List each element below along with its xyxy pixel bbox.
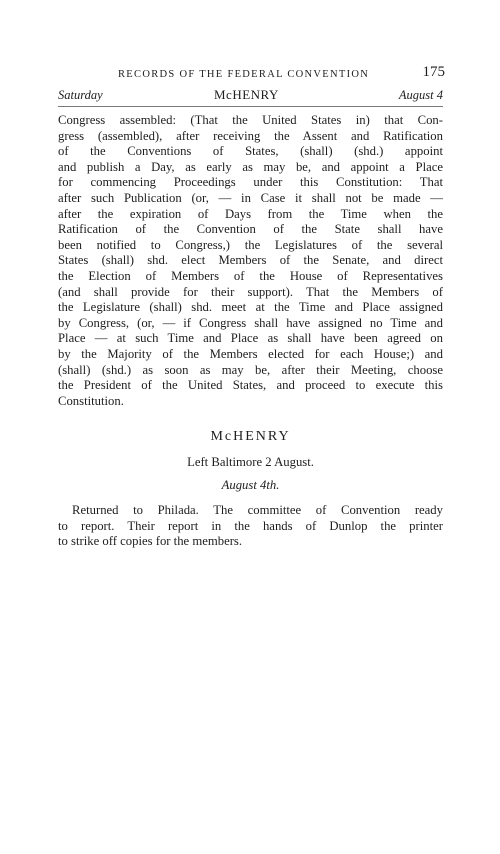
text-line: by Congress, (or, — if Congress shall have assigned no Time and [58, 315, 443, 330]
text-line: Returned to Philada. The committee of Convention ready [72, 503, 443, 518]
text-line: States (shall) shd. elect Members of the Senate, and direct [58, 253, 443, 268]
text-line: (and shall provide for their support). That the Members of [58, 284, 443, 299]
running-head [58, 64, 443, 86]
text-line: the President of the United States, and proceed to execute this [58, 378, 443, 393]
text-line: Ratification of the Convention of the State shall have [58, 222, 443, 237]
section-heading: McHENRY [210, 429, 291, 445]
text-line: Place — at such Time and Place as shall have been agreed on [58, 331, 443, 346]
text-line: after the expiration of Days from the Time when the [58, 206, 443, 221]
subhead-date: August 4 [398, 88, 443, 102]
text-line: to strike off copies for the members. [58, 534, 243, 549]
document-page [58, 64, 443, 550]
page-number: 175 [422, 64, 445, 80]
text-line: Constitution. [58, 393, 124, 408]
text-line: by the Majority of the Members elected for each House;) and [58, 346, 443, 361]
paragraph-constitution-text [58, 113, 443, 409]
text-line: the Legislature (shall) shd. meet at the Time and Place assigned [58, 300, 443, 315]
running-title: RECORDS OF THE FEDERAL CONVENTION [118, 69, 370, 80]
text-line: (shall) (shd.) as soon as may be, after their Meeting, choose [58, 362, 443, 377]
text-line: Congress assembled: (That the United States in) that Con- [58, 113, 443, 127]
text-line: to report. Their report in the hands of Dunlop the printer [58, 518, 443, 533]
paragraph-diary-entry [58, 503, 443, 550]
text-line: gress (assembled), after receiving the Assent and Ratification [58, 128, 443, 143]
text-line: the Election of Members of the House of Representatives [58, 268, 443, 283]
text-line: and publish a Day, as early as may be, and appoint a Place [58, 159, 443, 174]
section-date: August 4th. [221, 478, 280, 493]
text-line: of the Conventions of States, (shall) (shd.) appoint [58, 144, 443, 159]
section-subheading: Left Baltimore 2 August. [187, 455, 314, 470]
text-line: after such Publication (or, — in Case it shall not be made — [58, 190, 443, 205]
subhead [58, 86, 443, 107]
subhead-day: Saturday [58, 88, 103, 102]
text-line: been notified to Congress,) the Legislatures of the several [58, 237, 443, 252]
subhead-name: McHENRY [214, 87, 279, 102]
text-line: for commencing Proceedings under this Constitution: That [58, 175, 443, 190]
